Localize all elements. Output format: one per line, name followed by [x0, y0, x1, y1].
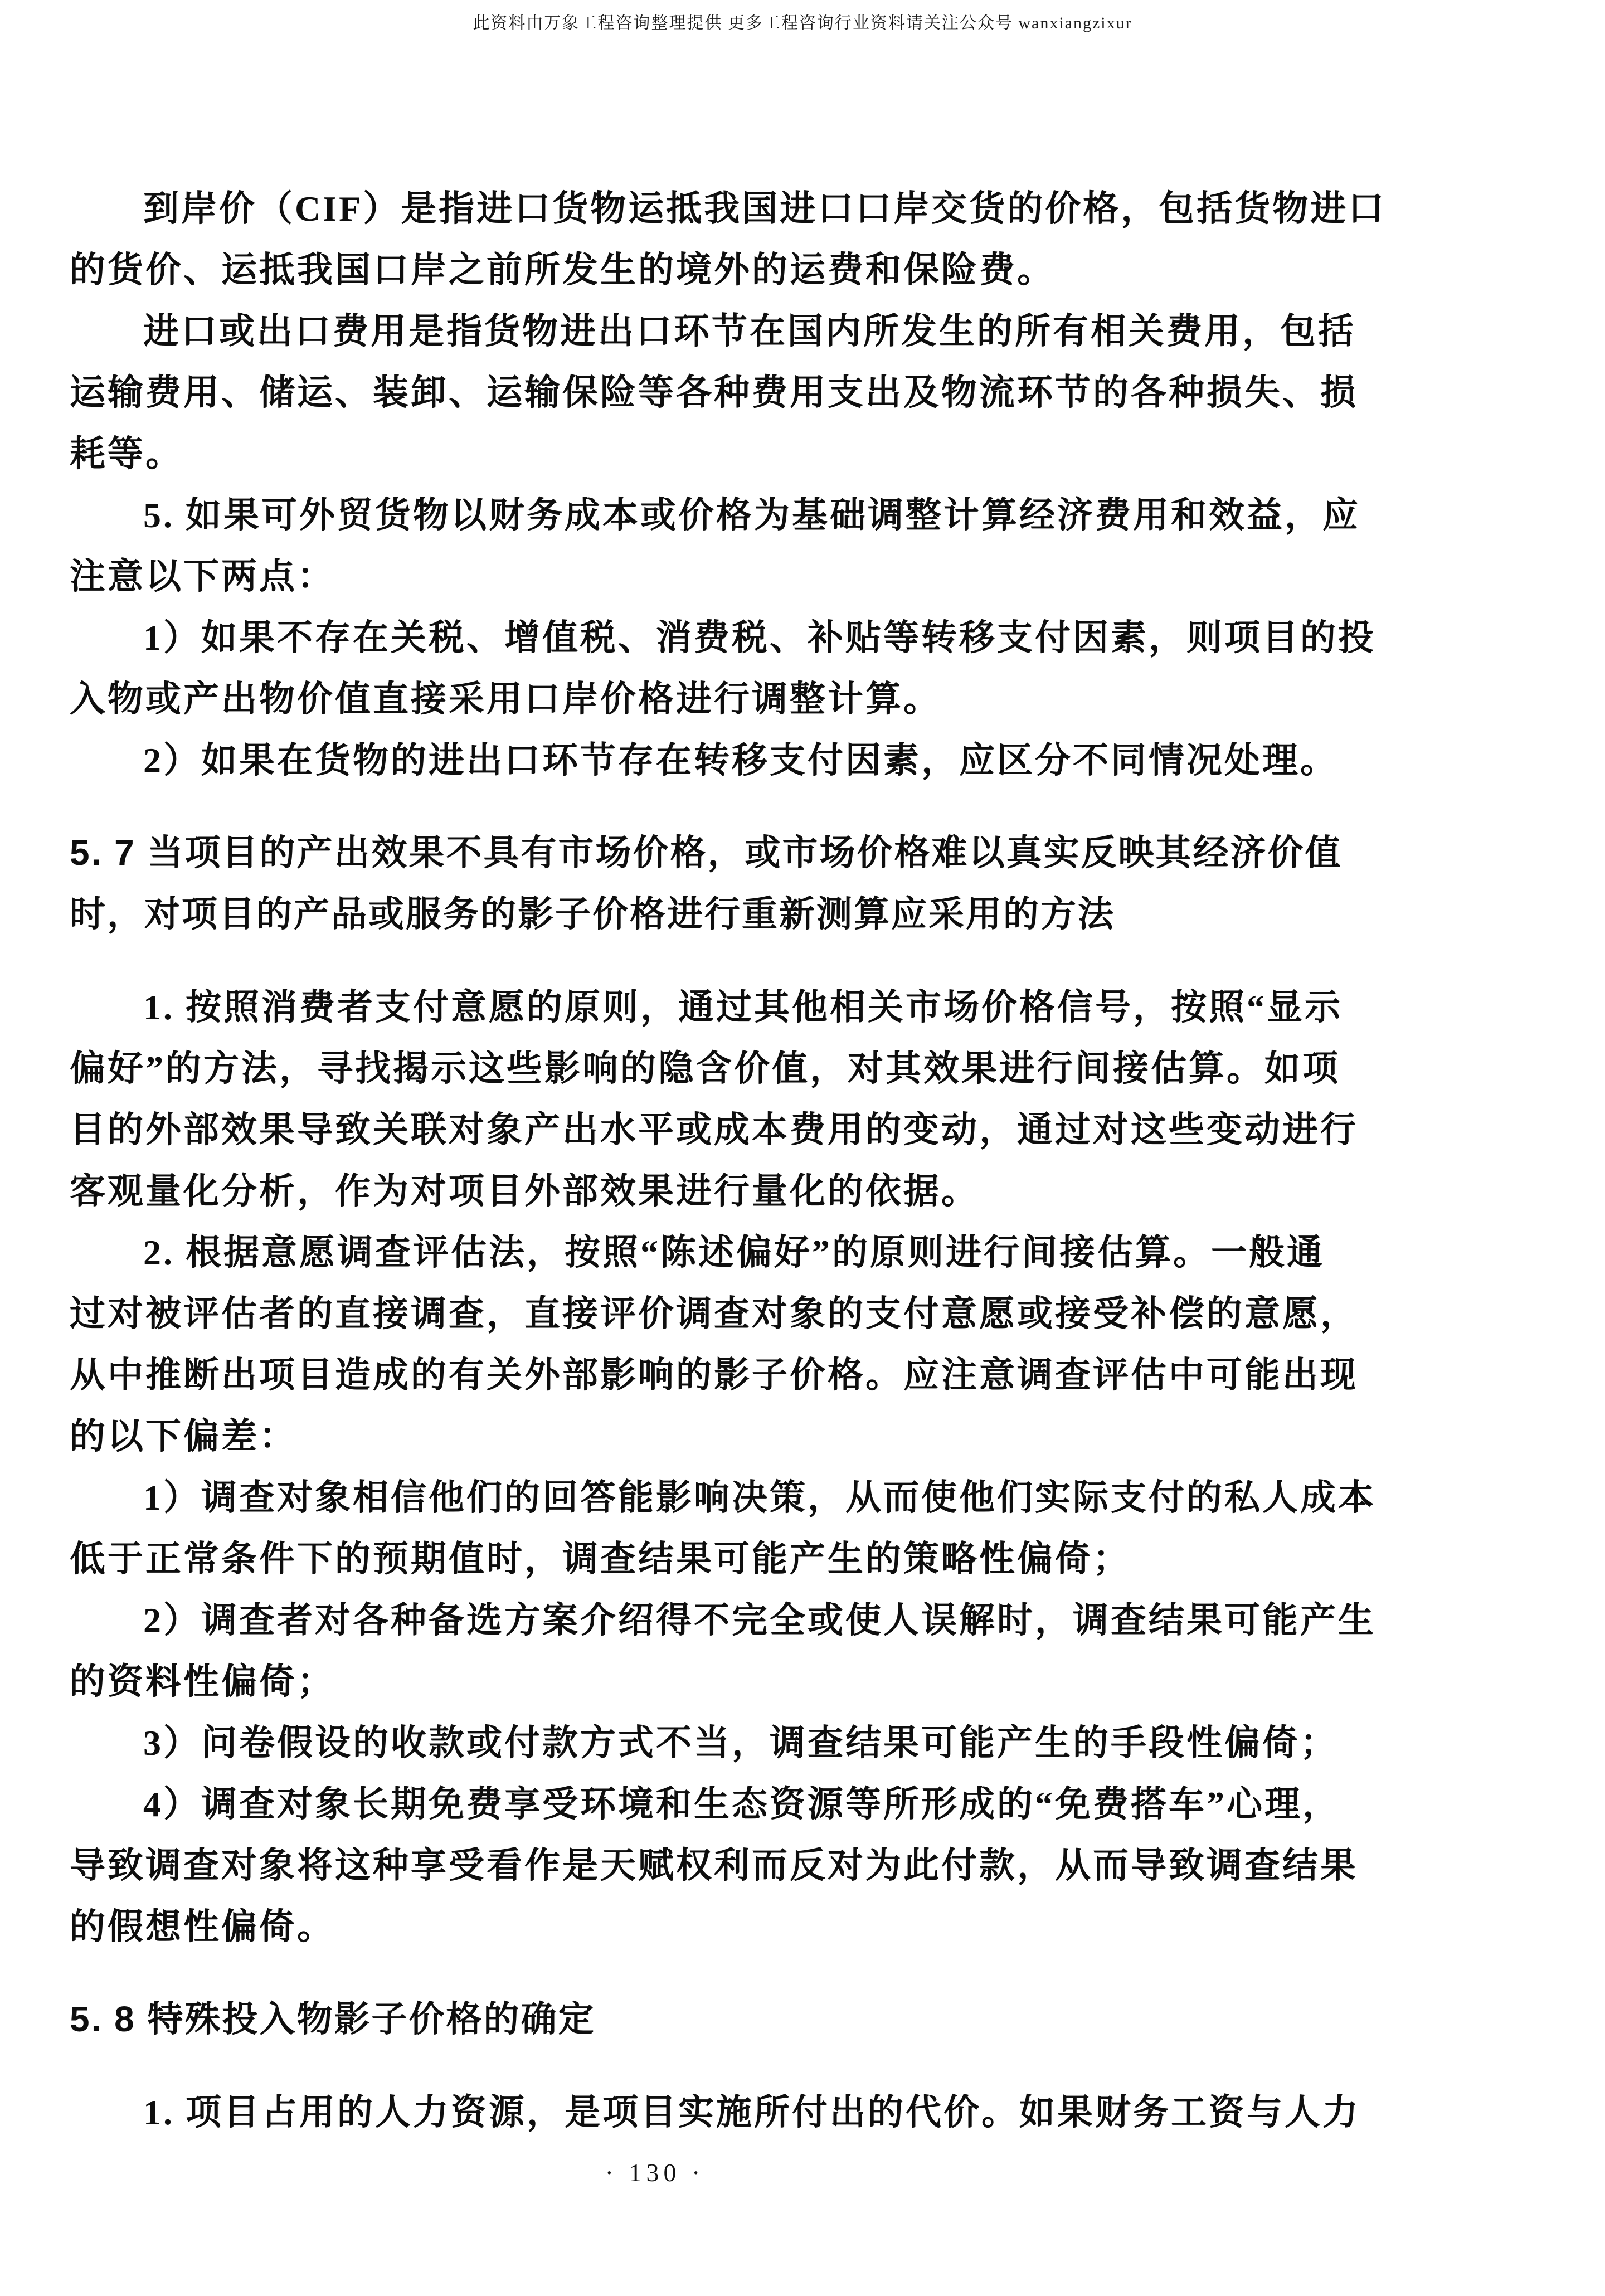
- text-line: 5. 如果可外贸货物以财务成本或价格为基础调整计算经济费用和效益，应: [143, 495, 1360, 535]
- heading-line: 5. 8 特殊投入物影子价格的确定: [70, 1999, 596, 2039]
- text-line: 运输费用、储运、装卸、运输保险等各种费用支出及物流环节的各种损失、损: [70, 373, 1358, 412]
- text-line: 1）调查对象相信他们的回答能影响决策，从而使他们实际支付的私人成本: [143, 1478, 1376, 1517]
- heading-line: 5. 7 当项目的产出效果不具有市场价格，或市场价格难以真实反映其经济价值: [70, 833, 1343, 873]
- text-line: 的以下偏差：: [70, 1417, 297, 1456]
- text-line: 1）如果不存在关税、增值税、消费税、补贴等转移支付因素，则项目的投: [143, 618, 1376, 658]
- text-line: 2）如果在货物的进出口环节存在转移支付因素，应区分不同情况处理。: [143, 741, 1338, 780]
- text-line: 低于正常条件下的预期值时，调查结果可能产生的策略性偏倚；: [70, 1539, 1131, 1579]
- text-line: 入物或产出物价值直接采用口岸价格进行调整计算。: [70, 679, 941, 719]
- paragraph-block: [70, 977, 1374, 1958]
- text-line: 偏好”的方法，寻找揭示这些影响的隐含价值，对其效果进行间接估算。如项: [70, 1049, 1340, 1088]
- text-line: 从中推断出项目造成的有关外部影响的影子价格。应注意调查评估中可能出现: [70, 1355, 1358, 1395]
- text-line: 耗等。: [70, 434, 183, 474]
- section-heading: [70, 1988, 1374, 2050]
- text-line: 的货价、运抵我国口岸之前所发生的境外的运费和保险费。: [70, 250, 1055, 290]
- text-line: 的假想性偏倚。: [70, 1907, 335, 1947]
- text-line: 目的外部效果导致关联对象产出水平或成本费用的变动，通过对这些变动进行: [70, 1110, 1358, 1150]
- text-line: 1. 项目占用的人力资源，是项目实施所付出的代价。如果财务工资与人力: [143, 2093, 1360, 2132]
- section-heading: [70, 822, 1374, 945]
- text-line: 进口或出口费用是指货物进出口环节在国内所发生的所有相关费用，包括: [143, 312, 1356, 351]
- text-line: 到岸价（CIF）是指进口货物运抵我国进口口岸交货的价格，包括货物进口: [143, 189, 1387, 228]
- text-line: 1. 按照消费者支付意愿的原则，通过其他相关市场价格信号，按照“显示: [143, 988, 1343, 1027]
- text-line: 注意以下两点：: [70, 557, 335, 596]
- page-number: · 130 ·: [605, 2158, 705, 2187]
- text-line: 3）问卷假设的收款或付款方式不当，调查结果可能产生的手段性偏倚；: [143, 1723, 1338, 1763]
- text-line: 2. 根据意愿调查评估法，按照“陈述偏好”的原则进行间接估算。一般通: [143, 1233, 1325, 1272]
- text-line: 过对被评估者的直接调查，直接评价调查对象的支付意愿或接受补偿的意愿，: [70, 1294, 1358, 1334]
- text-line: 导致调查对象将这种享受看作是天赋权利而反对为此付款，从而导致调查结果: [70, 1846, 1358, 1885]
- paragraph-block: [70, 2082, 1374, 2143]
- text-line: 的资料性偏倚；: [70, 1662, 335, 1701]
- header-provider-note: 此资料由万象工程咨询整理提供 更多工程咨询行业资料请关注公众号 wanxiangzixur: [473, 14, 1132, 32]
- text-line: 客观量化分析，作为对项目外部效果进行量化的依据。: [70, 1171, 979, 1211]
- paragraph-block: [70, 178, 1387, 791]
- document-content: [70, 178, 1387, 2143]
- text-line: 2）调查者对各种备选方案介绍得不完全或使人误解时，调查结果可能产生: [143, 1601, 1376, 1640]
- text-line: 4）调查对象长期免费享受环境和生态资源等所形成的“免费搭车”心理，: [143, 1784, 1340, 1824]
- heading-line: 时，对项目的产品或服务的影子价格进行重新测算应采用的方法: [70, 894, 1115, 934]
